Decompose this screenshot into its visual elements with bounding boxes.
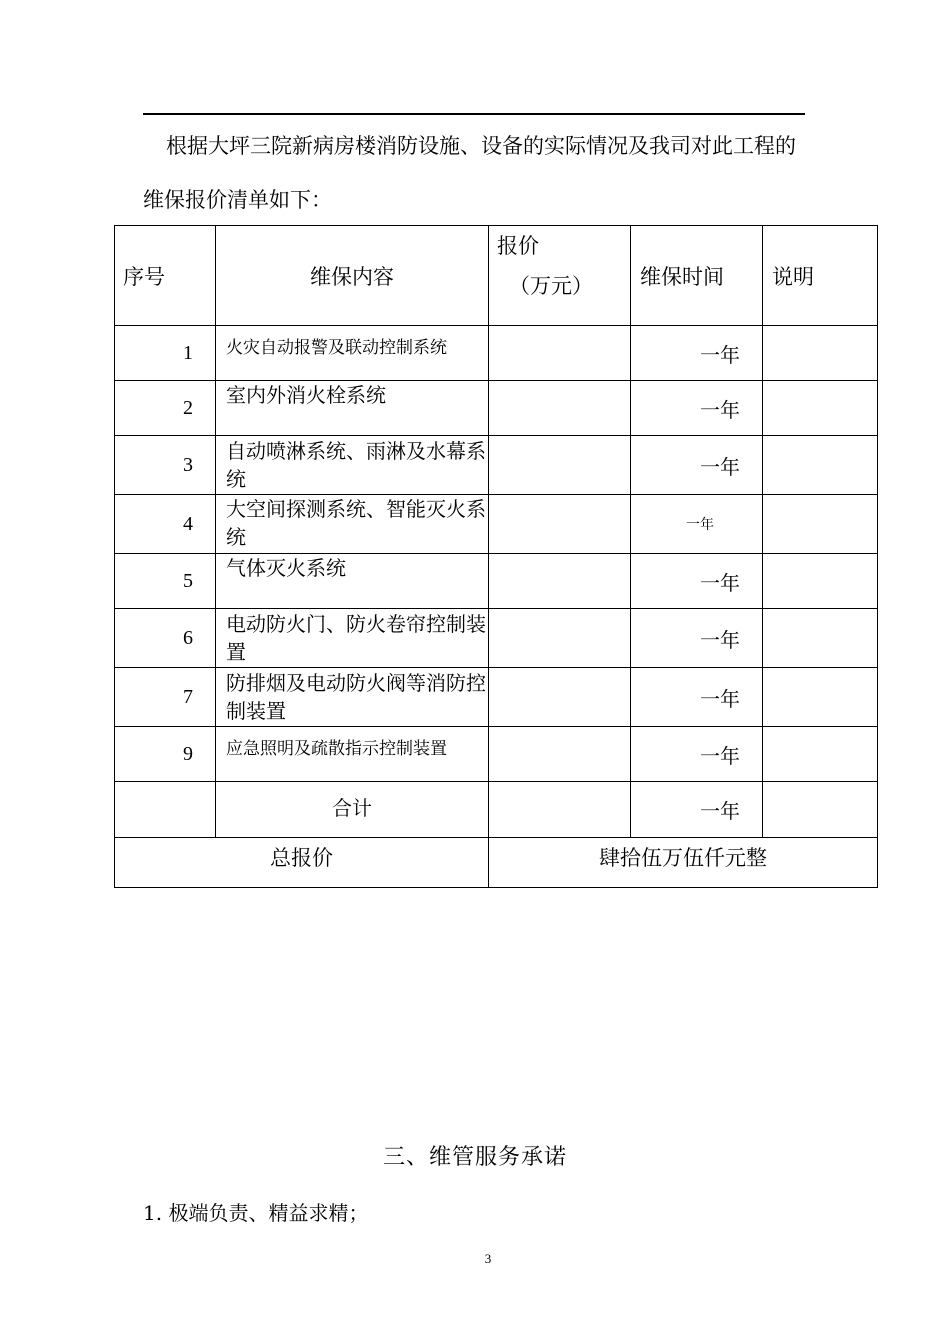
- list-item-1: 1. 极端负责、精益求精；: [143, 1201, 369, 1225]
- row-note: [763, 495, 878, 554]
- row-price: [489, 727, 631, 782]
- row-time: 一年: [631, 436, 763, 495]
- row-content: 应急照明及疏散指示控制装置: [216, 727, 489, 782]
- table-row: [115, 436, 878, 495]
- table-row: [115, 495, 878, 554]
- row-note: [763, 326, 878, 381]
- row-note: [763, 727, 878, 782]
- row-price: [489, 436, 631, 495]
- sum-seq-empty: [115, 782, 216, 838]
- row-seq: 6: [115, 609, 216, 668]
- row-time: 一年: [631, 554, 763, 609]
- header-rule: [143, 113, 805, 115]
- row-content: 电动防火门、防火卷帘控制装置: [216, 609, 489, 668]
- header-time: 维保时间: [631, 226, 763, 326]
- table-row: [115, 554, 878, 609]
- table-row: [115, 609, 878, 668]
- table-row: [115, 668, 878, 727]
- total-row: [115, 838, 878, 888]
- intro-line-1: 根据大坪三院新病房楼消防设施、设备的实际情况及我司对此工程的: [166, 134, 796, 158]
- page-number: 3: [484, 1251, 492, 1266]
- header-price: [489, 226, 631, 326]
- row-price: [489, 326, 631, 381]
- row-time: 一年: [631, 495, 763, 554]
- table-row: [115, 381, 878, 436]
- sum-row: [115, 782, 878, 838]
- row-seq: 9: [115, 727, 216, 782]
- row-price: [489, 554, 631, 609]
- row-time: 一年: [631, 609, 763, 668]
- row-content: 室内外消火栓系统: [216, 381, 489, 436]
- sum-price: [489, 782, 631, 838]
- row-time: 一年: [631, 727, 763, 782]
- row-seq: 3: [115, 436, 216, 495]
- row-price: [489, 609, 631, 668]
- row-price: [489, 668, 631, 727]
- row-content: 气体灭火系统: [216, 554, 489, 609]
- row-seq: 1: [115, 326, 216, 381]
- total-value: 肆拾伍万伍仟元整: [489, 838, 878, 888]
- row-seq: 4: [115, 495, 216, 554]
- row-content: 自动喷淋系统、雨淋及水幕系统: [216, 436, 489, 495]
- header-content: 维保内容: [216, 226, 489, 326]
- header-seq: 序号: [115, 226, 216, 326]
- sum-note: [763, 782, 878, 838]
- row-time: 一年: [631, 381, 763, 436]
- sum-label: 合计: [216, 782, 489, 838]
- row-seq: 2: [115, 381, 216, 436]
- row-note: [763, 668, 878, 727]
- row-note: [763, 609, 878, 668]
- quote-table: [114, 225, 878, 888]
- row-note: [763, 436, 878, 495]
- row-note: [763, 554, 878, 609]
- table-header-row: [115, 226, 878, 326]
- row-seq: 5: [115, 554, 216, 609]
- table-row: [115, 326, 878, 381]
- section-title: 三、维管服务承诺: [382, 1145, 567, 1170]
- intro-line-2: 维保报价清单如下：: [143, 188, 332, 212]
- sum-time: 一年: [631, 782, 763, 838]
- row-content: 大空间探测系统、智能灭火系统: [216, 495, 489, 554]
- total-label: 总报价: [115, 838, 489, 888]
- row-content: 火灾自动报警及联动控制系统: [216, 326, 489, 381]
- row-time: 一年: [631, 668, 763, 727]
- row-note: [763, 381, 878, 436]
- header-price-line2: （万元）: [509, 274, 593, 298]
- row-time: 一年: [631, 326, 763, 381]
- row-price: [489, 381, 631, 436]
- row-content: 防排烟及电动防火阀等消防控制装置: [216, 668, 489, 727]
- table-row: [115, 727, 878, 782]
- row-price: [489, 495, 631, 554]
- header-price-line1: 报价: [497, 234, 539, 258]
- header-note: 说明: [763, 226, 878, 326]
- row-seq: 7: [115, 668, 216, 727]
